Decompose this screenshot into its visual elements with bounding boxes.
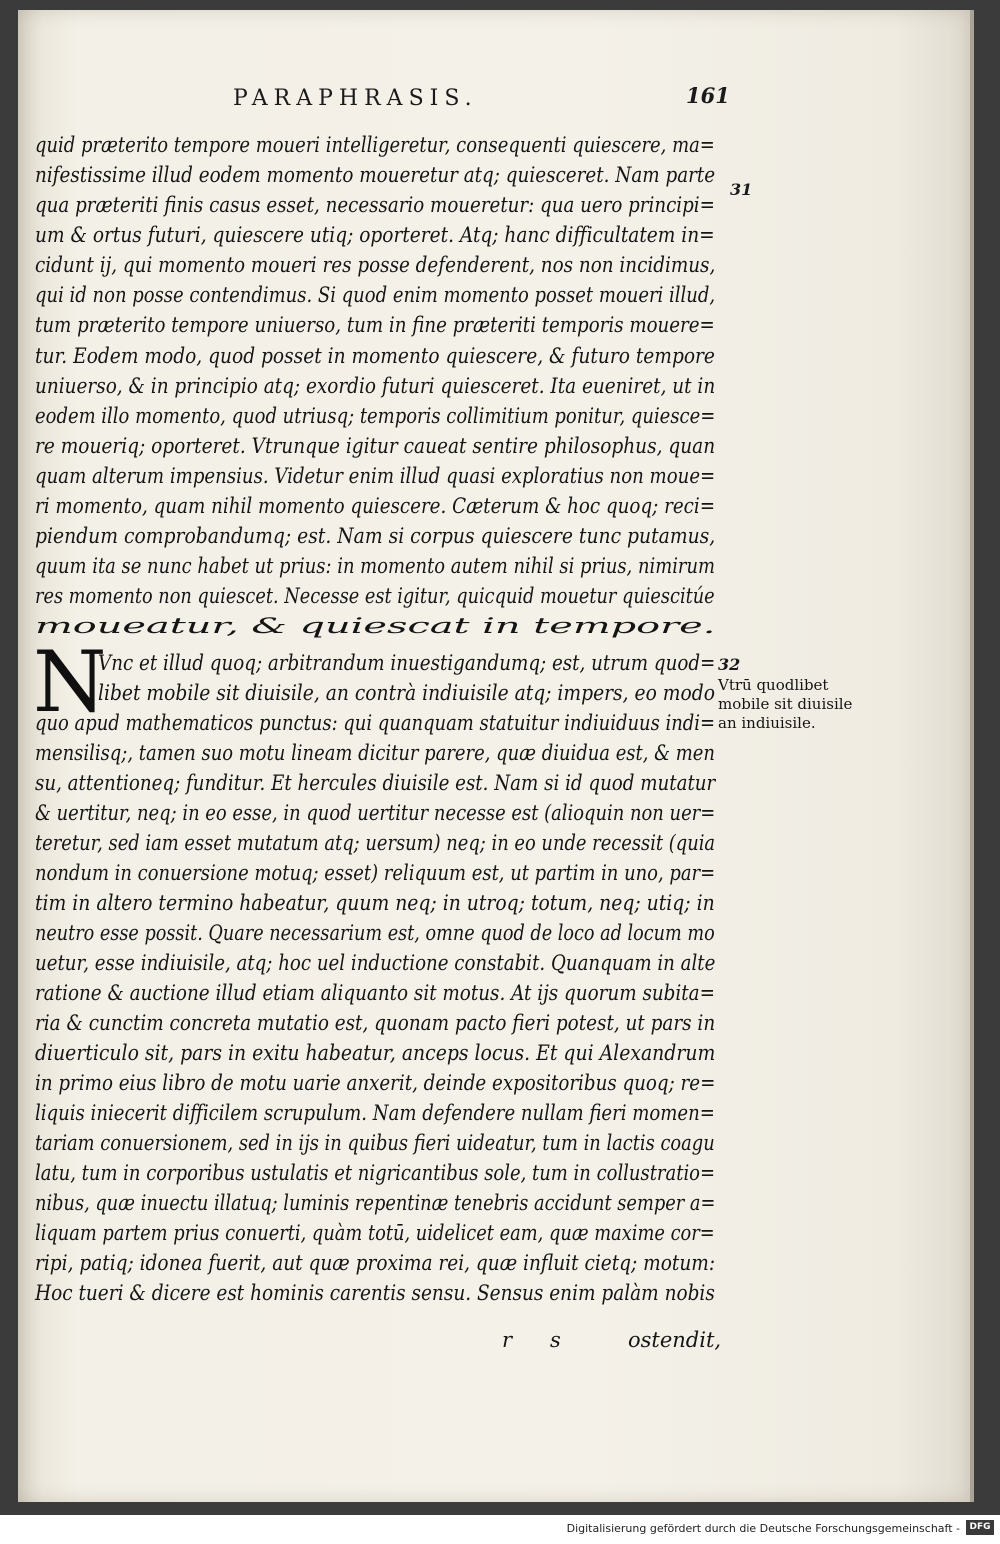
text-line: ria & cunctim concreta mutatio est, quonam pacto fieri potest, ut pars in	[35, 1011, 716, 1036]
text-line: su, attentioneq; funditur. Et hercules diuisile est. Nam si id quod mutatur	[35, 771, 716, 796]
text-line: tim in altero termino habeatur, quum neq; in utroq; totum, neq; utiq; in	[35, 891, 715, 916]
footer-bar	[0, 1515, 1000, 1544]
text-line: eodem illo momento, quod utriusq; temporis collimitium ponitur, quiesce=	[35, 404, 716, 429]
funding-notice: Digitalisierung gefördert durch die Deutsche Forschungsgemeinschaft -	[566, 1522, 960, 1535]
margin-note-line: Vtrū quodlibet	[718, 676, 829, 694]
margin-number: 32	[718, 655, 741, 674]
text-line: qui id non posse contendimus. Si quod enim momento posset moueri illud,	[35, 283, 716, 308]
drop-capital: N	[33, 633, 107, 731]
text-line: diuerticulo sit, pars in exitu habeatur, anceps locus. Et qui Alexandrum	[35, 1041, 716, 1066]
text-line: ratione & auctione illud etiam aliquanto sit motus. At ijs quorum subita=	[35, 981, 715, 1006]
text-line: qua præteriti finis casus esset, necessario moueretur: qua uero principi=	[35, 193, 715, 218]
text-line: Vnc et illud quoq; arbitrandum inuestigandumq; est, utrum quod=	[98, 651, 716, 676]
text-line: res momento non quiescet. Necesse est igitur, quicquid mouetur quiescitúe	[35, 584, 715, 609]
text-line: tum præterito tempore uniuerso, tum in fine præteriti temporis mouere=	[35, 313, 715, 338]
margin-number: 31	[730, 180, 753, 199]
text-line: latu, tum in corporibus ustulatis et nigricantibus sole, tum in collustratio=	[35, 1161, 716, 1186]
text-line: liquam partem prius conuerti, quàm totū, uidelicet eam, quæ maxime cor=	[35, 1221, 715, 1246]
text-line: tur. Eodem modo, quod posset in momento quiescere, & futuro tempore	[35, 344, 715, 369]
text-line: neutro esse possit. Quare necessarium est, omne quod de loco ad locum mo	[35, 921, 715, 946]
text-line: quum ita se nunc habet ut prius: in momento autem nihil si prius, nimirum	[35, 554, 716, 579]
text-line: liquis iniecerit difficilem scrupulum. Nam defendere nullam fieri momen=	[35, 1101, 715, 1126]
signature-mark: s	[550, 1328, 561, 1352]
text-line: ri momento, quam nihil momento quiescere. Cæterum & hoc quoq; reci=	[35, 494, 716, 519]
margin-note-line: an indiuisile.	[718, 714, 816, 732]
text-line: cidunt ij, qui momento moueri res posse defenderent, nos non incidimus,	[35, 253, 716, 278]
margin-note-line: mobile sit diuisile	[718, 695, 853, 713]
dfg-logo: DFG	[966, 1520, 994, 1535]
text-line: nifestissime illud eodem momento moueretur atq; quiesceret. Nam parte	[35, 163, 716, 188]
text-line: uetur, esse indiuisile, atq; hoc uel inductione constabit. Quanquam in alte	[35, 951, 716, 976]
text-line: mensilisq;, tamen suo motu lineam dicitur parere, quæ diuidua est, & men	[35, 741, 715, 766]
text-line: teretur, sed iam esset mutatum atq; uersum) neq; in eo unde recessit (quia	[35, 831, 716, 856]
text-line: nibus, quæ inuectu illatuq; luminis repentinæ tenebris accidunt semper a=	[35, 1191, 716, 1216]
running-title: PARAPHRASIS.	[233, 86, 478, 111]
text-line: um & ortus futuri, quiescere utiq; oporteret. Atq; hanc difficultatem in=	[35, 223, 715, 248]
text-line: in primo eius libro de motu uarie anxerit, deinde expositoribus quoq; re=	[35, 1071, 716, 1096]
text-line: piendum comprobandumq; est. Nam si corpus quiescere tunc putamus,	[35, 524, 716, 549]
text-line: tariam conuersionem, sed in ijs in quibus fieri uideatur, tum in lactis coagu	[35, 1131, 715, 1156]
text-line: ripi, patiq; idonea fuerit, aut quæ proxima rei, quæ influit cietq; motum:	[35, 1251, 716, 1276]
page-number: 161	[686, 83, 730, 108]
book-page	[18, 10, 970, 1502]
catchword: ostendit,	[628, 1328, 722, 1352]
text-line: Hoc tueri & dicere est hominis carentis sensu. Sensus enim palàm nobis	[35, 1281, 715, 1306]
text-line: & uertitur, neq; in eo esse, in quod uertitur necesse est (alioquin non uer=	[35, 801, 716, 826]
text-line: moueatur, & quiescat in tempore.	[35, 614, 716, 639]
text-line: uniuerso, & in principio atq; exordio futuri quiesceret. Ita eueniret, ut in	[35, 374, 716, 399]
text-line: re moueriq; oporteret. Vtrunque igitur caueat sentire philosophus, quan	[35, 434, 716, 459]
text-line: nondum in conuersione motuq; esset) reliquum est, ut partim in uno, par=	[35, 861, 716, 886]
text-line: libet mobile sit diuisile, an contrà indiuisile atq; impers, eo modo	[98, 681, 715, 706]
signature-mark: r	[502, 1328, 513, 1352]
page-edge	[970, 10, 974, 1502]
text-line: quam alterum impensius. Videtur enim illud quasi exploratius non moue=	[35, 464, 716, 489]
text-line: quo apud mathematicos punctus: qui quanquam statuitur indiuiduus indi=	[35, 711, 716, 736]
text-line: quid præterito tempore moueri intelligeretur, consequenti quiescere, ma=	[35, 133, 715, 158]
